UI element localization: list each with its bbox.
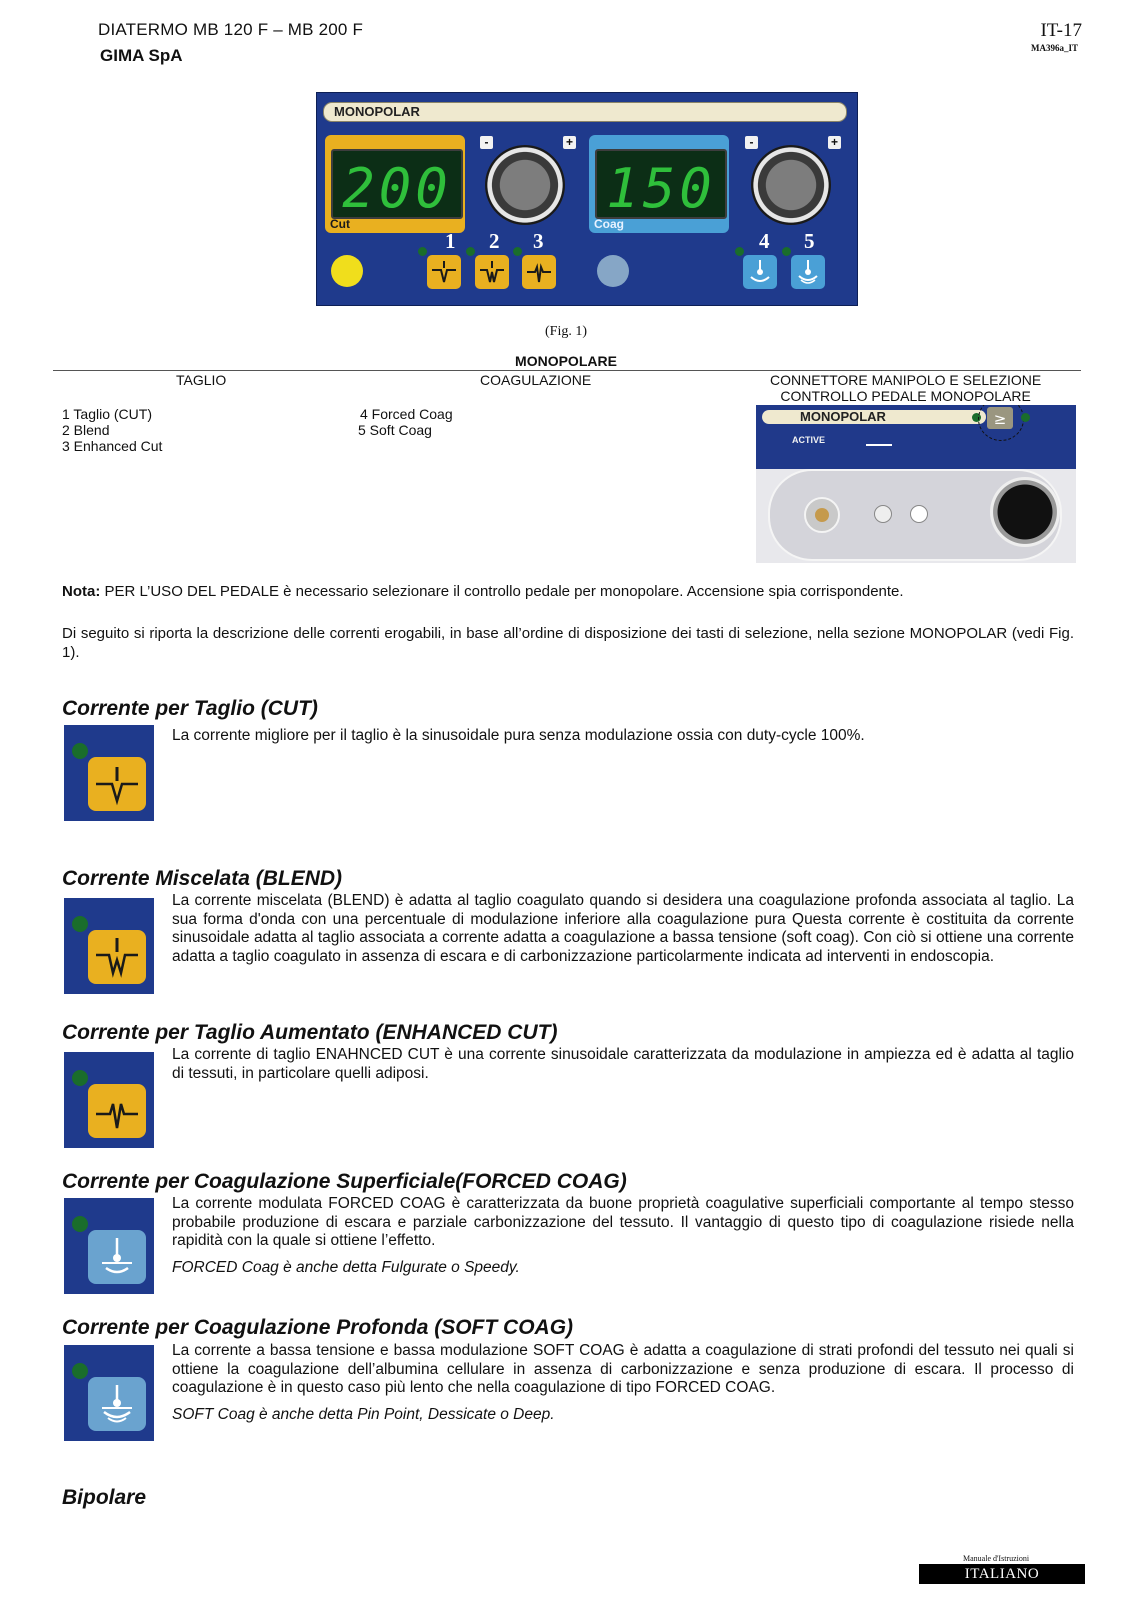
forced-coag-icon bbox=[743, 255, 777, 289]
column-header-connettore bbox=[770, 372, 1041, 404]
led-5-icon bbox=[782, 247, 791, 256]
coag-lcd-value: 150 bbox=[606, 157, 716, 220]
cut-items-list bbox=[62, 406, 162, 454]
panel-label: MONOPOLAR bbox=[334, 104, 420, 119]
connector-photo bbox=[756, 405, 1076, 563]
monopolar-front-panel-figure bbox=[316, 92, 858, 306]
cut-icon-box bbox=[64, 725, 154, 821]
soft-coag-alias: SOFT Coag è anche detta Pin Point, Dessicate o Deep. bbox=[172, 1406, 555, 1423]
enhanced-cut-description: La corrente di taglio ENAHNCED CUT è una corrente sinusoidale caratterizzata da modulazione in ampiezza ed è adatta al taglio di tessuti, in particolare quelli adiposi. bbox=[172, 1046, 1074, 1082]
enhanced-cut-led-icon bbox=[72, 1070, 88, 1086]
column-header-taglio: TAGLIO bbox=[176, 372, 227, 388]
forced-coag-icon-box bbox=[64, 1198, 154, 1294]
list-item: 3 Enhanced Cut bbox=[62, 438, 163, 454]
enhanced-cut-waveform-icon bbox=[522, 255, 556, 289]
blend-description: La corrente miscelata (BLEND) è adatta al taglio coagulato quando si desidera una coagulazione profonda associata al taglio. La sua forma d'onda con una percentuale di modulazione inferiore alla coagulazione pura Questa corrente è costituita da corrente sinusoidale adatta al taglio associata a corrente adatta a coagulazione a bassa tensione (soft coag). Con ciò si ottiene una corrente adatta a taglio coagulato in assenza di escara e di carbonizzazione particolarmente indicata ad interventi in endoscopia. bbox=[172, 892, 1074, 965]
cut-lcd-value: 200 bbox=[342, 157, 452, 220]
soft-coag-icon bbox=[791, 255, 825, 289]
cut-button-icon bbox=[88, 757, 146, 811]
forced-coag-description: La corrente modulata FORCED COAG è caratterizzata da buone proprietà coagulative superficiali comportante al tempo stesso probabile produzione di escara e parziale carbonizzazione del tessuto. Il vantaggio di questo tipo di coagulazione risiede nella rapidità con la quale si ottiene l’effetto. bbox=[172, 1195, 1074, 1249]
list-item: 1 Taglio (CUT) bbox=[62, 406, 152, 422]
soft-coag-icon-box bbox=[64, 1345, 154, 1441]
panel-label-bar bbox=[323, 102, 847, 122]
coag-label: Coag bbox=[594, 217, 624, 231]
document-title: DIATERMO MB 120 F – MB 200 F bbox=[98, 20, 364, 39]
soft-coag-button-icon bbox=[88, 1377, 146, 1431]
active-label: ACTIVE bbox=[792, 435, 826, 445]
document-code: MA396a_IT bbox=[1031, 43, 1078, 53]
coag-items-list bbox=[360, 406, 453, 438]
heading-forced-coag: Corrente per Coagulazione Superficiale(FORCED COAG) bbox=[62, 1170, 627, 1193]
heading-blend: Corrente Miscelata (BLEND) bbox=[62, 867, 343, 890]
cut-waveform-icon bbox=[427, 255, 461, 289]
footer-language: ITALIANO bbox=[919, 1564, 1085, 1584]
coag-minus-button: - bbox=[745, 136, 758, 149]
list-item: 4 Forced Coag bbox=[360, 406, 453, 422]
forced-coag-led-icon bbox=[72, 1216, 88, 1232]
panel-number-5: 5 bbox=[804, 229, 815, 253]
heading-enhanced-cut: Corrente per Taglio Aumentato (ENHANCED CUT) bbox=[62, 1021, 558, 1044]
cut-description: La corrente migliore per il taglio è la sinusoidale pura senza modulazione ossia con duty-cycle 100%. bbox=[172, 727, 865, 744]
socket-small-2-icon bbox=[910, 505, 928, 523]
led-2-icon bbox=[466, 247, 475, 256]
list-item: 2 Blend bbox=[62, 422, 110, 438]
blend-waveform-icon bbox=[475, 255, 509, 289]
heading-cut: Corrente per Taglio (CUT) bbox=[62, 697, 318, 720]
enhanced-cut-button-icon bbox=[88, 1084, 146, 1138]
cut-indicator-icon bbox=[331, 255, 363, 287]
note-label: Nota: bbox=[62, 583, 101, 600]
connector-panel-top bbox=[756, 405, 1076, 469]
cut-label: Cut bbox=[330, 217, 350, 231]
led-3-icon bbox=[513, 247, 522, 256]
company-name: GIMA SpA bbox=[100, 46, 183, 65]
page-number: IT-17 bbox=[1040, 20, 1082, 41]
soft-coag-led-icon bbox=[72, 1363, 88, 1379]
heading-soft-coag: Corrente per Coagulazione Profonda (SOFT COAG) bbox=[62, 1316, 574, 1339]
socket-active-icon bbox=[804, 497, 840, 533]
socket-large-icon bbox=[990, 477, 1060, 547]
pedal-led-2-icon bbox=[1021, 413, 1030, 422]
svg-text:≥: ≥ bbox=[993, 410, 1007, 428]
socket-small-1-icon bbox=[874, 505, 892, 523]
cut-lcd bbox=[331, 149, 463, 219]
intro-paragraph: Di seguito si riporta la descrizione delle correnti erogabili, in base all’ordine di disposizione dei tasti di selezione, nella sezione MONOPOLAR (vedi Fig. 1). bbox=[62, 625, 1074, 661]
cut-minus-button: - bbox=[480, 136, 493, 149]
socket-pin-icon bbox=[815, 508, 829, 522]
enhanced-cut-icon-box bbox=[64, 1052, 154, 1148]
heading-bipolare: Bipolare bbox=[62, 1486, 147, 1509]
column-header-connettore-line2: CONTROLLO PEDALE MONOPOLARE bbox=[780, 388, 1031, 404]
blend-led-icon bbox=[72, 916, 88, 932]
coag-display-box bbox=[589, 135, 729, 233]
forced-coag-button-icon bbox=[88, 1230, 146, 1284]
coag-lcd bbox=[595, 149, 727, 219]
blend-icon-box bbox=[64, 898, 154, 994]
panel-number-4: 4 bbox=[759, 229, 770, 253]
blend-button-icon bbox=[88, 930, 146, 984]
column-header-connettore-line1: CONNETTORE MANIPOLO E SELEZIONE bbox=[770, 372, 1042, 388]
section-heading-monopolare: MONOPOLARE bbox=[515, 353, 617, 369]
connector-label: MONOPOLAR bbox=[800, 409, 886, 424]
connector-recess bbox=[768, 469, 1062, 561]
column-header-coagulazione: COAGULAZIONE bbox=[480, 372, 592, 388]
cut-led-icon bbox=[72, 743, 88, 759]
panel-number-3: 3 bbox=[533, 229, 544, 253]
cut-knob-icon bbox=[485, 145, 565, 225]
connector-label-bar bbox=[762, 410, 986, 424]
forced-coag-alias: FORCED Coag è anche detta Fulgurate o Speedy. bbox=[172, 1259, 520, 1276]
figure-caption: (Fig. 1) bbox=[545, 324, 587, 339]
note-text: PER L’USO DEL PEDALE è necessario selezionare il controllo pedale per monopolare. Accensione spia corrispondente. bbox=[100, 583, 904, 600]
coag-knob-icon bbox=[751, 145, 831, 225]
footer-manual-label: Manuale d'Istruzioni bbox=[963, 1554, 1030, 1563]
handpiece-icon bbox=[866, 438, 892, 446]
cut-display-box bbox=[325, 135, 465, 233]
note-paragraph bbox=[62, 583, 1074, 602]
panel-number-2: 2 bbox=[489, 229, 500, 253]
led-1-icon bbox=[418, 247, 427, 256]
list-item: 5 Soft Coag bbox=[358, 422, 432, 438]
soft-coag-description: La corrente a bassa tensione e bassa modulazione SOFT COAG è adatta a coagulazione di strati profondi del tessuto nei quali si ottiene la coagulazione dell’albumina cellulare in assenza di carbonizzazione e senza produzione di escara. Il processo di coagulazione è in questo caso più lento che nella coagulazione di tipo FORCED COAG. bbox=[172, 1342, 1074, 1396]
coag-plus-button: + bbox=[828, 136, 841, 149]
panel-number-1: 1 bbox=[445, 229, 456, 253]
cut-plus-button: + bbox=[563, 136, 576, 149]
coag-indicator-icon bbox=[597, 255, 629, 287]
highlight-circle-icon bbox=[978, 405, 1024, 441]
divider bbox=[53, 370, 1081, 371]
